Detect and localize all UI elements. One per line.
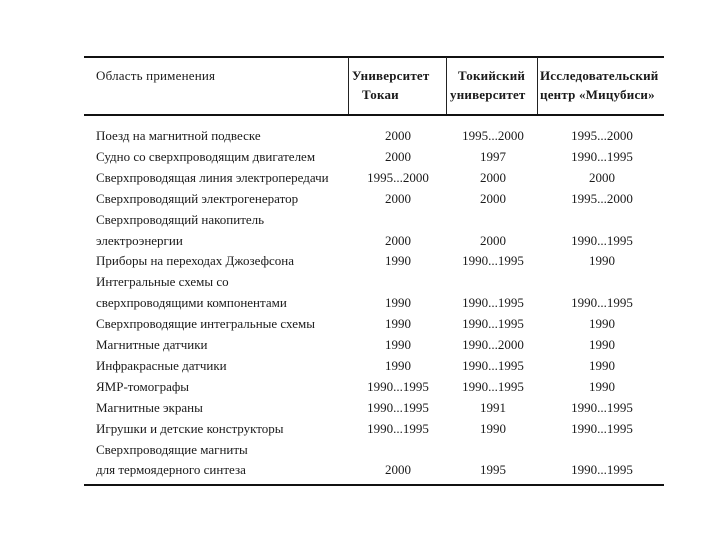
table-cell-mitsubishi: 1990...1995	[571, 399, 633, 415]
table-cell-tokyo: 1990...2000	[462, 337, 524, 352]
table-cell-area: для термоядерного синтеза	[96, 462, 246, 478]
header-line: Токаи	[362, 87, 399, 102]
table-cell-tokyo: 2000	[480, 190, 506, 206]
table-cell-tokyo: 1997	[480, 148, 506, 164]
table-cell-mitsubishi: 1990...1995	[571, 232, 633, 248]
header-divider	[537, 57, 538, 114]
header-line: Университет	[352, 68, 430, 83]
table-cell-mitsubishi: 1990...1995	[571, 420, 633, 436]
header-line: Область применения	[96, 68, 216, 83]
table-cell-mitsubishi: 1990...1995	[571, 462, 633, 478]
table-cell-tokyo: 1990...1995	[462, 295, 524, 311]
table-cell-area: Инфракрасные датчики	[96, 357, 227, 373]
table-cell-tokai: 1990	[385, 316, 411, 332]
table-cell-area: Игрушки и детские конструкторы	[96, 420, 284, 436]
table-cell-tokai: 2000	[385, 128, 411, 143]
table-cell-tokai: 1990	[385, 253, 411, 269]
table-cell-area: Магнитные экраны	[96, 399, 203, 415]
table-cell-area: Судно со сверхпроводящим двигателем	[96, 148, 316, 164]
table-bottom-rule	[84, 484, 664, 486]
table-cell-area: электроэнергии	[96, 232, 183, 248]
table-cell-mitsubishi: 1995...2000	[571, 128, 633, 143]
header-line: Исследовательский	[540, 68, 659, 83]
header-tokai	[352, 66, 444, 104]
header-mitsubishi	[540, 66, 664, 104]
header-divider	[348, 57, 349, 114]
table-cell-tokai: 2000	[385, 462, 411, 478]
table-cell-mitsubishi: 1995...2000	[571, 190, 633, 206]
table-cell-area: ЯМР-томографы	[96, 378, 190, 394]
table-cell-tokai: 1995...2000	[367, 169, 429, 185]
table-header-rule	[84, 114, 664, 116]
table-cell-tokai: 1990...1995	[367, 378, 429, 394]
table-cell-tokyo: 1990...1995	[462, 378, 524, 394]
table-cell-area: Поезд на магнитной подвеске	[96, 128, 261, 143]
table-cell-mitsubishi: 2000	[589, 169, 615, 185]
table-cell-tokai: 1990...1995	[367, 420, 429, 436]
table-cell-tokai: 2000	[385, 190, 411, 206]
table-cell-mitsubishi: 1990...1995	[571, 295, 633, 311]
table-cell-mitsubishi: 1990	[589, 337, 615, 352]
table-cell-mitsubishi: 1990	[589, 253, 615, 269]
table-cell-area: Приборы на переходах Джозефсона	[96, 253, 295, 269]
table-cell-tokyo: 2000	[480, 169, 506, 185]
table-cell-mitsubishi: 1990	[589, 316, 615, 332]
header-line: университет	[450, 87, 526, 102]
table-cell-mitsubishi: 1990	[589, 357, 615, 373]
header-tokyo	[450, 66, 535, 104]
table-cell-tokyo: 1995	[480, 462, 506, 478]
table-cell-tokyo: 1990	[480, 420, 506, 436]
header-line: Токийский	[458, 68, 526, 83]
table-cell-area: Сверхпроводящий накопитель	[96, 211, 265, 227]
table-cell-tokyo: 1995...2000	[462, 128, 524, 143]
table-cell-area: Сверхпроводящий электрогенератор	[96, 190, 299, 206]
table-cell-tokyo: 2000	[480, 232, 506, 248]
table-cell-tokyo: 1990...1995	[462, 253, 524, 269]
table-cell-tokyo: 1991	[480, 399, 506, 415]
table-cell-tokyo: 1990...1995	[462, 316, 524, 332]
table-cell-area: сверхпроводящими компонентами	[96, 295, 287, 311]
table-cell-tokai: 2000	[385, 232, 411, 248]
header-area	[96, 66, 341, 85]
table-cell-tokyo: 1990...1995	[462, 357, 524, 373]
table-cell-mitsubishi: 1990...1995	[571, 148, 633, 164]
table-cell-area: Интегральные схемы со	[96, 274, 229, 290]
table-cell-area: Сверхпроводящая линия электропередачи	[96, 169, 329, 185]
header-divider	[446, 57, 447, 114]
table-cell-mitsubishi: 1990	[589, 378, 615, 394]
table-cell-tokai: 2000	[385, 148, 411, 164]
table-top-rule	[84, 56, 664, 58]
table-cell-tokai: 1990	[385, 295, 411, 311]
table-cell-tokai: 1990	[385, 357, 411, 373]
table-cell-tokai: 1990...1995	[367, 399, 429, 415]
header-line: центр «Мицубиси»	[540, 87, 655, 102]
table-cell-area: Сверхпроводящие интегральные схемы	[96, 316, 315, 332]
table-cell-area: Магнитные датчики	[96, 337, 208, 352]
table-cell-tokai: 1990	[385, 337, 411, 352]
table-cell-area: Сверхпроводящие магниты	[96, 441, 248, 457]
